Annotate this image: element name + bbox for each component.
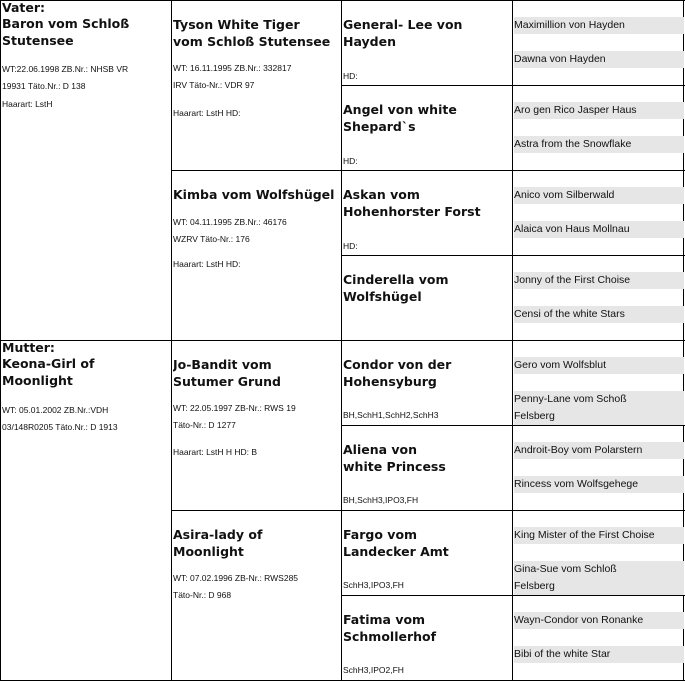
g4-ancestor-7: Jonny of the First Choise (514, 272, 684, 289)
sire-dam-cell (173, 171, 340, 339)
g3-cell-4 (343, 256, 511, 340)
g4-ancestor-8: Censi of the white Stars (514, 306, 684, 323)
g3-name-6: Aliena von white Princess (343, 442, 446, 474)
dam-cell (2, 341, 170, 679)
g4-ancestor-1: Maximillion von Hayden (514, 17, 684, 34)
g4-ancestor-15: Wayn-Condor von Ronanke (514, 612, 684, 629)
g3-info-1: HD: (343, 71, 358, 81)
sire-dam-coat: Haarart: LstH HD: (173, 259, 241, 269)
g3-name-1: General- Lee von Hayden (343, 17, 463, 49)
g3-cell-3 (343, 171, 511, 255)
g4-ancestor-9: Gero vom Wolfsblut (514, 357, 684, 374)
g4-ancestor-13: King Mister of the First Choise (514, 527, 684, 544)
sire-heading: Vater: (2, 1, 46, 15)
g4-ancestor-3: Aro gen Rico Jasper Haus (514, 102, 684, 119)
g3-info-7: SchH3,IPO3,FH (343, 580, 404, 590)
g3-name-4: Cinderella vom Wolfshügel (343, 272, 449, 304)
g3-info-6: BH,SchH3,IPO3,FH (343, 495, 419, 505)
dam-details: WT: 05.01.2002 ZB.Nr.:VDH 03/148R0205 Täto.Nr.: D 1913 (2, 405, 118, 432)
g3-name-2: Angel von white Shepard`s (343, 102, 457, 134)
g3-info-3: HD: (343, 241, 358, 251)
g4-ancestor-11: Androit-Boy vom Polarstern (514, 442, 684, 459)
dam-sire-name: Jo-Bandit vom Sutumer Grund (173, 357, 281, 389)
g4-ancestor-2: Dawna von Hayden (514, 51, 684, 68)
dam-dam-name: Asira-lady of Moonlight (173, 527, 263, 559)
g4-ancestor-16: Bibi of the white Star (514, 646, 684, 663)
dam-dam-cell (173, 511, 340, 679)
g3-name-7: Fargo vom Landecker Amt (343, 527, 449, 559)
g4-ancestor-14: Gina-Sue vom Schloß Felsberg (514, 561, 684, 595)
g4-ancestor-10: Penny-Lane vom Schoß Felsberg (514, 391, 684, 425)
dam-sire-coat: Haarart: LstH H HD: B (173, 447, 258, 457)
sire-cell (2, 1, 170, 339)
sire-details: WT:22.06.1998 ZB.Nr.: NHSB VR 19931 Täto.Nr.: D 138 (2, 64, 129, 91)
dam-sire-cell (173, 341, 340, 509)
sire-sire-name: Tyson White Tiger vom Schloß Stutensee (173, 17, 331, 49)
sire-name: Baron vom Schloß Stutensee (2, 16, 130, 48)
g3-cell-1 (343, 1, 511, 85)
sire-sire-cell (173, 1, 340, 169)
g3-cell-6 (343, 426, 511, 510)
sire-dam-name: Kimba vom Wolfshügel (173, 187, 335, 202)
g3-cell-2 (343, 86, 511, 170)
g3-name-3: Askan vom Hohenhorster Forst (343, 187, 481, 219)
g4-ancestor-6: Alaica von Haus Mollnau (514, 221, 684, 238)
g3-name-8: Fatima vom Schmollerhof (343, 612, 437, 644)
g3-info-5: BH,SchH1,SchH2,SchH3 (343, 410, 439, 420)
g3-info-2: HD: (343, 156, 358, 166)
dam-heading: Mutter: (2, 341, 55, 355)
outer-border-bottom (0, 680, 685, 681)
g4-ancestor-12: Rincess vom Wolfsgehege (514, 476, 684, 493)
dam-sire-details: WT: 22.05.1997 ZB-Nr.: RWS 19 Täto-Nr.: D 1277 (173, 403, 296, 430)
g3-cell-7 (343, 511, 511, 595)
g4-ancestor-4: Astra from the Snowflake (514, 136, 684, 153)
g3-cell-8 (343, 596, 511, 680)
g3-cell-5 (343, 341, 511, 425)
g4-ancestor-5: Anico vom Silberwald (514, 187, 684, 204)
dam-dam-details: WT: 07.02.1996 ZB-Nr.: RWS285 Täto-Nr.: D 968 (173, 573, 299, 600)
g3-name-5: Condor von der Hohensyburg (343, 357, 452, 389)
sire-sire-coat: Haarart: LstH HD: (173, 108, 241, 118)
g3-info-8: SchH3,IPO2,FH (343, 665, 404, 675)
sire-dam-details: WT: 04.11.1995 ZB.Nr.: 46176 WZRV Täto-Nr.: 176 (173, 217, 287, 244)
dam-name: Keona-Girl of Moonlight (2, 356, 95, 388)
sire-coat: Haarart: LstH (2, 99, 53, 109)
sire-sire-details: WT: 16.11.1995 ZB.Nr.: 332817 IRV Täto-Nr.: VDR 97 (173, 63, 292, 90)
